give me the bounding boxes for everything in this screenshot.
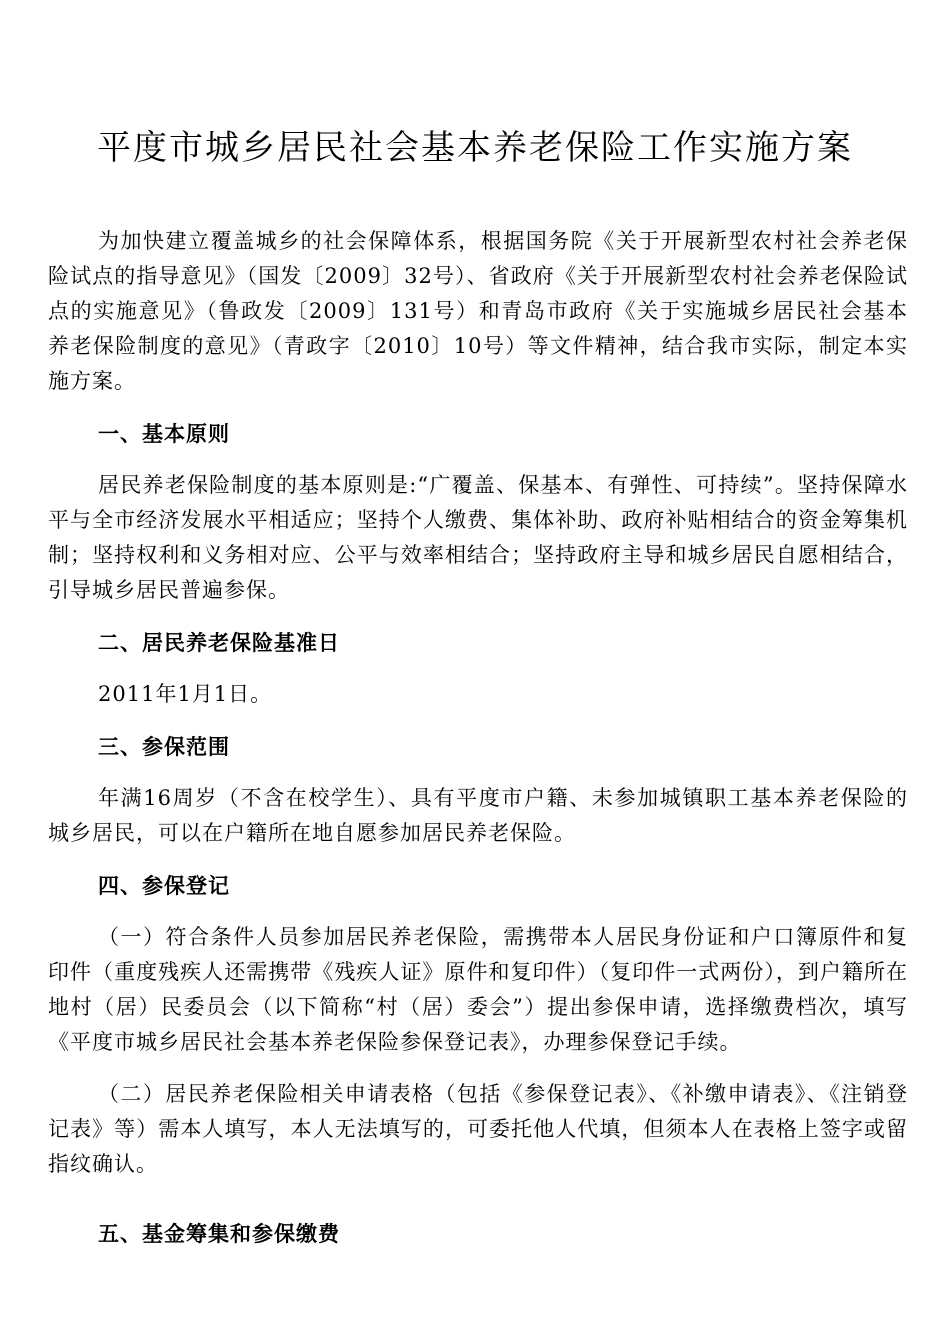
- section-1-heading: 一、基本原则: [98, 421, 230, 446]
- section-4-heading: 四、参保登记: [98, 873, 230, 898]
- document-title: 平度市城乡居民社会基本养老保险工作实施方案: [97, 128, 853, 168]
- section-5-heading: 五、基金筹集和参保缴费: [98, 1221, 340, 1246]
- section-3-heading: 三、参保范围: [98, 734, 230, 759]
- intro-paragraph: 为加快建立覆盖城乡的社会保障体系，根据国务院《关于开展新型农村社会养老保险试点的指导意见》（国发〔2009〕32号）、省政府《关于开展新型农村社会养老保险试点的实施意见》（鲁政发〔2009〕131号）和青岛市政府《关于实施城乡居民社会基本养老保险制度的意见》（青政字〔2010〕10号）等文件精神，结合我市实际，制定本实施方案。: [48, 229, 908, 393]
- section-1-paragraph: 居民养老保险制度的基本原则是:“广覆盖、保基本、有弹性、可持续”。坚持保障水平与全市经济发展水平相适应；坚持个人缴费、集体补助、政府补贴相结合的资金筹集机制；坚持权利和义务相对应、公平与效率相结合；坚持政府主导和城乡居民自愿相结合，引导城乡居民普遍参保。: [48, 473, 908, 602]
- section-2-heading: 二、居民养老保险基准日: [98, 630, 340, 655]
- section-4-item-1: （一）符合条件人员参加居民养老保险，需携带本人居民身份证和户口簿原件和复印件（重度残疾人还需携带《残疾人证》原件和复印件）（复印件一式两份），到户籍所在地村（居）民委员会（以下简称“村（居）委会”）提出参保申请，选择缴费档次，填写《平度市城乡居民社会基本养老保险参保登记表》，办理参保登记手续。: [48, 925, 908, 1054]
- section-4-item-2: （二）居民养老保险相关申请表格（包括《参保登记表》、《补缴申请表》、《注销登记表》等）需本人填写，本人无法填写的，可委托他人代填，但须本人在表格上签字或留指纹确认。: [48, 1082, 908, 1176]
- section-3-paragraph: 年满16周岁（不含在校学生）、具有平度市户籍、未参加城镇职工基本养老保险的城乡居民，可以在户籍所在地自愿参加居民养老保险。: [48, 786, 908, 845]
- document-body: [48, 224, 908, 1268]
- section-2-paragraph: 2011年1月1日。: [98, 682, 273, 706]
